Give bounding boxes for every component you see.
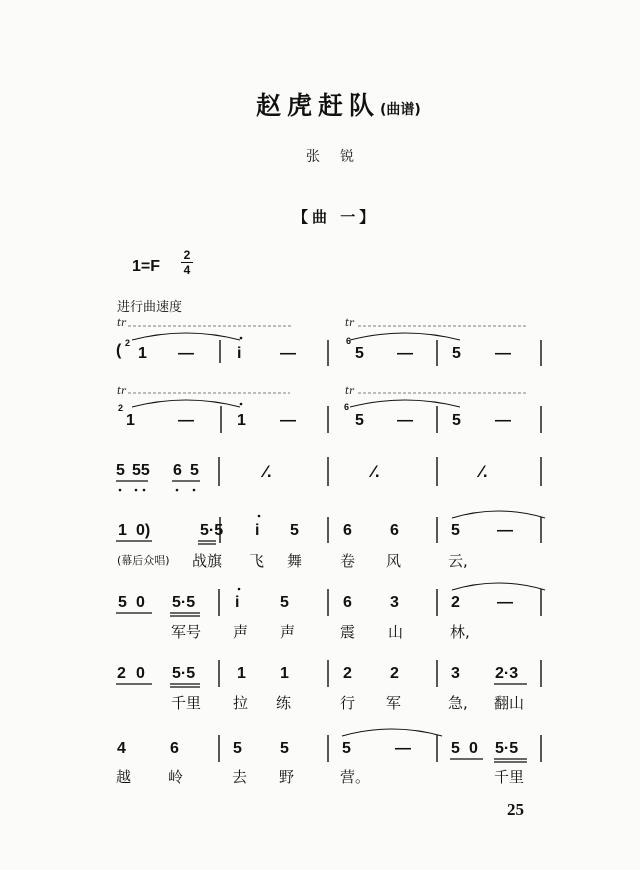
note: 5·5 (172, 665, 196, 682)
note: 2·3 (495, 665, 519, 682)
note: 0 (136, 665, 145, 682)
note: 1 (280, 665, 289, 682)
slur (452, 511, 545, 518)
note: 5 (280, 594, 289, 611)
lyric: 营。 (340, 768, 371, 786)
note: 0 (469, 740, 478, 757)
lyric: 云, (448, 552, 468, 570)
note: 2 (343, 665, 352, 682)
lyric: 震 (340, 623, 356, 641)
tiny-marking: 6 (346, 336, 352, 346)
note: 5 (451, 522, 460, 539)
note: 5 (355, 412, 364, 429)
lyric: 山 (388, 623, 404, 641)
slur (132, 400, 240, 407)
octave-dot (240, 337, 243, 340)
note-open-paren: ( (116, 342, 122, 359)
lyric: 卷 (340, 552, 356, 570)
note: i (255, 522, 260, 539)
lyric: 军 (386, 694, 402, 712)
note: 6 (343, 594, 352, 611)
note: 6 (390, 522, 399, 539)
note: — (397, 412, 413, 429)
slur (350, 333, 460, 340)
lyric: 声 (233, 623, 249, 641)
note: 1 (138, 345, 147, 362)
note: 0) (136, 522, 151, 539)
lyric: 练 (276, 694, 292, 712)
tempo-marking: 进行曲速度 (117, 300, 183, 315)
note: 5 (190, 462, 199, 479)
note: 6 (170, 740, 179, 757)
note: i (235, 594, 240, 611)
note: — (497, 594, 513, 611)
note: 5 (451, 740, 460, 757)
note: 5 (116, 462, 125, 479)
note: 2 (451, 594, 460, 611)
page-number: 25 (507, 800, 524, 819)
note: — (495, 412, 511, 429)
octave-dot (258, 515, 261, 518)
note: 1 (237, 412, 246, 429)
octave-dot (238, 588, 241, 591)
note: 5 (452, 412, 461, 429)
lyric: 野 (279, 768, 295, 786)
lyric: 翻山 (494, 694, 525, 712)
note: 1 (126, 412, 135, 429)
note: 0 (136, 594, 145, 611)
note: 5·5 (495, 740, 519, 757)
note: 2 (390, 665, 399, 682)
time-signature-bottom: 4 (181, 262, 193, 277)
note: 5 (233, 740, 242, 757)
lyric: 军号 (171, 623, 202, 641)
octave-dot (135, 489, 138, 492)
note: 5 (290, 522, 299, 539)
note: — (397, 345, 413, 362)
lyric: 风 (386, 552, 402, 570)
trill-mark: tr (345, 386, 354, 397)
lyric: 声 (280, 623, 296, 641)
note: 3 (390, 594, 399, 611)
note: 5·5 (200, 522, 224, 539)
tiny-marking: 2 (125, 338, 131, 348)
lyric: 拉 (233, 694, 249, 712)
time-signature-top: 2 (183, 248, 191, 262)
lyric: 急, (448, 694, 468, 712)
note: — (395, 740, 411, 757)
title-note: (曲谱) (380, 102, 421, 118)
note: 5 (280, 740, 289, 757)
slur (350, 400, 460, 407)
tiny-marking: 6 (344, 402, 350, 412)
lyric: 舞 (287, 552, 303, 570)
author-name: 张锐 (306, 149, 374, 165)
lyric: 千里 (171, 694, 202, 712)
note: — (178, 412, 194, 429)
note: 6 (173, 462, 182, 479)
octave-dot (176, 489, 179, 492)
note: — (495, 345, 511, 362)
note: — (280, 412, 296, 429)
trill-mark: tr (117, 386, 126, 397)
note: 6 (343, 522, 352, 539)
repeat-measure-sign: ⁄. (372, 462, 380, 481)
lyric: 飞 (249, 552, 265, 570)
note: — (497, 522, 513, 539)
note: 3 (451, 665, 460, 682)
octave-dot (240, 403, 243, 406)
title-text: 赵虎赶队 (256, 91, 381, 120)
note: 55 (132, 462, 150, 479)
lyric: 去 (232, 768, 248, 786)
lyric: 千里 (494, 768, 525, 786)
octave-dot (193, 489, 196, 492)
lyric: 越 (116, 768, 132, 786)
note: — (280, 345, 296, 362)
note: 1 (118, 522, 127, 539)
trill-mark: tr (345, 318, 354, 329)
slur (452, 583, 545, 590)
lyric: 岭 (168, 768, 184, 786)
key-signature: 1=F (132, 258, 161, 275)
octave-dot (119, 489, 122, 492)
note: 5 (355, 345, 364, 362)
note: 5·5 (172, 594, 196, 611)
lyric: 战旗 (192, 552, 223, 570)
note: 5 (118, 594, 127, 611)
lyric: 行 (340, 694, 356, 712)
note: 2 (117, 665, 126, 682)
octave-dot (143, 489, 146, 492)
section-label: 【曲 一】 (293, 208, 379, 226)
lyric: 林, (450, 623, 470, 641)
trill-mark: tr (117, 318, 126, 329)
note: 5 (342, 740, 351, 757)
repeat-measure-sign: ⁄. (264, 462, 272, 481)
note: 4 (117, 740, 126, 757)
note: 5 (452, 345, 461, 362)
repeat-measure-sign: ⁄. (480, 462, 488, 481)
note: i (237, 345, 242, 362)
note: 1 (237, 665, 246, 682)
slur (342, 729, 442, 736)
note: — (178, 345, 194, 362)
lyric-label: (幕后众唱) (117, 554, 170, 567)
slur (132, 333, 240, 340)
tiny-marking: 2 (118, 403, 124, 413)
